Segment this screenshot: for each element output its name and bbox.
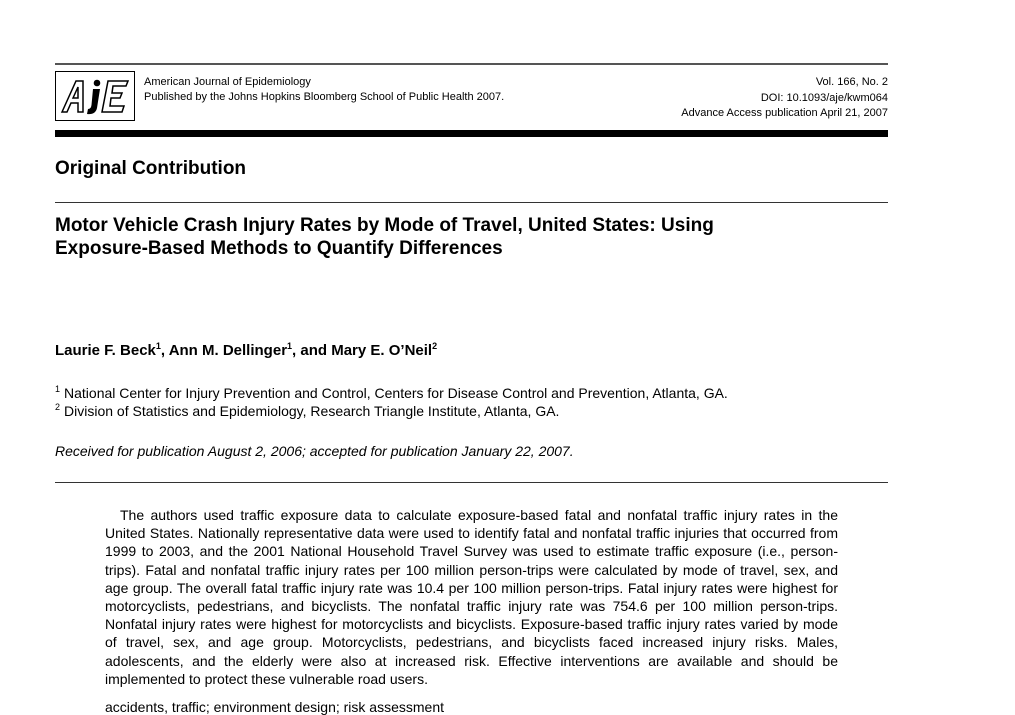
author-affiliation-mark: 2 [432,341,438,351]
author-name: Mary E. O’Neil [331,342,433,359]
aje-logo [55,71,135,121]
received-dates: Received for publication August 2, 2006; accepted for publication January 22, 2007. [55,443,574,459]
affiliation-1 [55,385,728,401]
author-name: Ann M. Dellinger [168,342,288,359]
article-title [55,214,855,260]
author-separator: , [160,342,169,359]
volume-issue: Vol. 166, No. 2 [815,76,888,88]
header-top-rule [55,63,888,65]
article-title-line-2: Exposure-Based Methods to Quantify Differences [55,238,503,259]
advance-access-date: Advance Access publication April 21, 2007 [681,107,888,119]
author-affiliation-mark: 1 [155,341,161,351]
header-thick-rule [55,130,888,137]
journal-name: American Journal of Epidemiology [144,76,311,88]
affiliation-text: National Center for Injury Prevention and Control, Centers for Disease Control and Prevention, Atlanta, GA. [64,385,728,401]
affiliation-mark: 1 [55,384,61,394]
aje-logo-graphic [56,72,134,120]
author-affiliation-mark: 1 [287,341,293,351]
section-title: Original Contribution [55,158,247,179]
author-name: Laurie F. Beck [55,342,156,359]
title-divider [55,202,888,203]
abstract-divider [55,482,888,483]
doi[interactable]: DOI: 10.1093/aje/kwm064 [760,91,888,104]
affiliation-mark: 2 [55,402,61,412]
author-separator: , and [292,342,332,359]
author-list [55,342,437,359]
journal-info [144,75,504,104]
keywords: accidents, traffic; environment design; risk assessment [105,699,445,715]
publication-info [681,75,888,122]
affiliation-2 [55,403,559,419]
article-title-line-1: Motor Vehicle Crash Injury Rates by Mode of Travel, United States: Using [55,215,714,236]
publisher-line: Published by the Johns Hopkins Bloomberg School of Public Health 2007. [144,90,505,103]
affiliation-text: Division of Statistics and Epidemiology, Research Triangle Institute, Atlanta, GA. [64,403,560,419]
abstract: The authors used traffic exposure data to calculate exposure-based fatal and nonfatal traffic injury rates in the United States. Nationally representative data were used to identify fatal and nonfatal traffic injuries that occurred from 1999 to 2003, and the 2001 National Household Travel Survey was used to estimate traffic exposure (i.e., person-trips). Fatal and nonfatal traffic injury rates per 100 million person-trips were calculated by mode of travel, sex, and age group. The overall fatal traffic injury rate was 10.4 per 100 million person-trips. Fatal injury rates were highest for motorcyclists, pedestrians, and bicyclists. The nonfatal traffic injury rate was 754.6 per 100 million person-trips. Nonfatal injury rates were highest for motorcyclists and bicyclists. Exposure-based traffic injury rates varied by mode of travel, sex, and age group. Motorcyclists, pedestrians, and bicyclists faced increased injury risks. Males, adolescents, and the elderly were also at increased risk. Effective interventions are available and should be implemented to protect these vulnerable road users. [105,507,838,687]
